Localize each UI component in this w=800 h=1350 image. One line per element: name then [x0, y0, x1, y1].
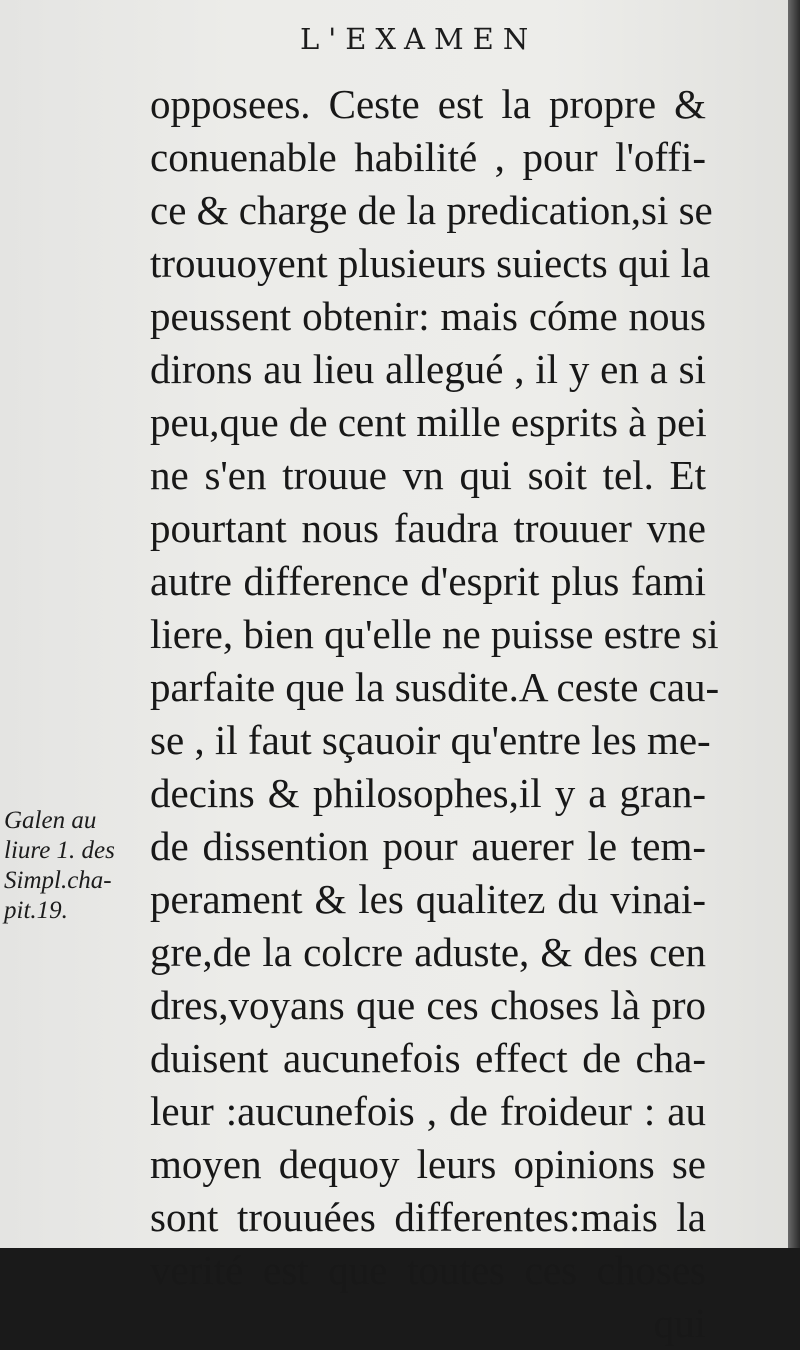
- text-line: leur :aucunefois , de froideur : au: [150, 1088, 706, 1134]
- text-line: verité est que toutes ces choses: [150, 1247, 706, 1293]
- text-line: conuenable habilité , pour l'offi-: [150, 134, 706, 180]
- text-line: se , il faut sçauoir qu'entre les me-: [150, 717, 711, 763]
- margin-note-line: liure 1. des: [4, 837, 115, 864]
- text-line: peussent obtenir: mais cóme nous: [150, 293, 706, 339]
- text-line: opposees. Ceste est la propre &: [150, 81, 706, 127]
- text-line: dres,voyans que ces choses là pro: [150, 982, 706, 1028]
- margin-note-line: Galen au: [4, 807, 97, 834]
- text-line: duisent aucunefois effect de cha-: [150, 1035, 706, 1081]
- text-line: liere, bien qu'elle ne puisse estre si: [150, 611, 719, 657]
- text-line: ce & charge de la predication,si se: [150, 187, 713, 233]
- running-title: L'EXAMEN: [300, 22, 538, 56]
- text-line: gre,de la colcre aduste, & des cen: [150, 929, 706, 975]
- text-line: de dissention pour auerer le tem-: [150, 823, 706, 869]
- catchword: qui: [653, 1300, 706, 1346]
- margin-note-line: pit.19.: [4, 897, 68, 924]
- text-line: moyen dequoy leurs opinions se: [150, 1141, 706, 1187]
- text-line: ne s'en trouue vn qui soit tel. Et: [150, 452, 706, 498]
- text-line: trouuoyent plusieurs suiects qui la: [150, 240, 711, 286]
- text-line: decins & philosophes,il y a gran-: [150, 770, 706, 816]
- text-line: autre difference d'esprit plus fami: [150, 558, 706, 604]
- body-text: [150, 78, 720, 1350]
- text-line: peu,que de cent mille esprits à pei: [150, 399, 707, 445]
- text-line: sont trouuées differentes:mais la: [150, 1194, 706, 1240]
- margin-note: [4, 806, 154, 926]
- text-line: parfaite que la susdite.A ceste cau-: [150, 664, 720, 710]
- page-edge-shadow: [788, 0, 800, 1248]
- text-line: dirons au lieu allegué , il y en a si: [150, 346, 706, 392]
- text-line: perament & les qualitez du vinai-: [150, 876, 706, 922]
- margin-note-line: Simpl.cha-: [4, 867, 112, 894]
- text-line: pourtant nous faudra trouuer vne: [150, 505, 706, 551]
